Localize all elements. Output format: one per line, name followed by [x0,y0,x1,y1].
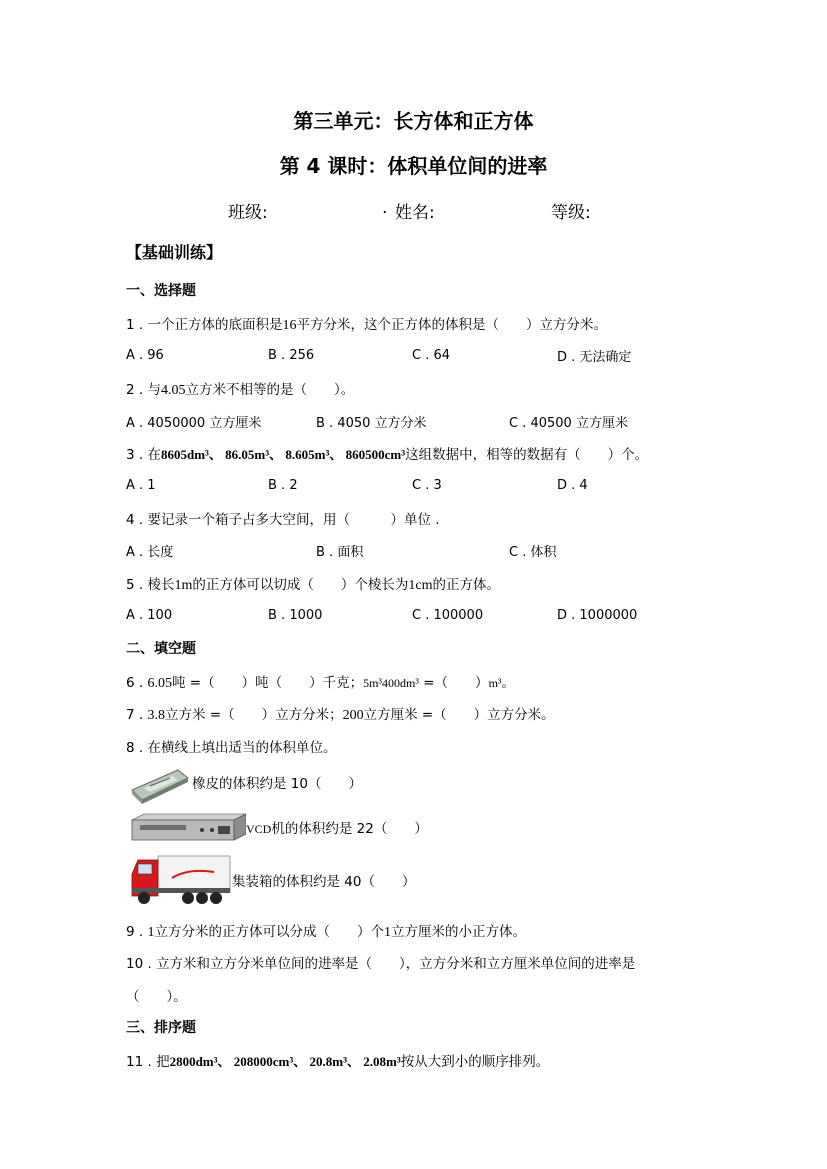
question-4 [126,508,440,528]
question-5 [126,573,500,594]
q3-option-d: D . 4 [557,478,588,493]
q3-option-c: C . 3 [412,478,442,493]
q4-option-c: C . 体积 [509,545,557,560]
question-text: =（ ） [418,675,489,691]
question-text: 的正方体。 [432,577,500,593]
question-11 [126,1050,549,1070]
question-text: 把 [156,1054,170,1070]
q8-item-vcd [246,817,428,837]
separator-dot: . [382,198,388,218]
section-ordering: 三、排序题 [126,1020,196,1036]
question-7 [126,703,555,724]
question-text: 这组数据中，相等的数据有（ ）个。 [405,447,649,463]
q5-option-c: C . 100000 [412,608,484,623]
q2-option-c: C . 40500 立方厘米 [509,416,628,431]
q8-item-container: 集装箱的体积约是 40（ ） [232,874,416,890]
question-number-value: 1 [383,925,391,940]
basic-training-heading: 【基础训练】 [126,243,223,262]
section-fill-blank: 二、填空题 [126,641,196,657]
question-number-value: 3.8 [147,708,165,723]
unit-title: 第三单元：长方体和正方体 [293,109,534,133]
question-number-value: 1cm [408,578,433,593]
question-text: 与 [147,382,161,398]
question-number: 4 . [126,512,144,528]
vcd-player-image [130,812,246,842]
question-number: 8 . [126,740,144,756]
question-number-value: 16 [282,318,297,333]
question-text: 立方厘米 =（ ）立方分米。 [363,707,555,723]
question-10-continued: （ ）。 [126,989,187,1005]
question-number: 2 . [126,382,144,398]
question-text: 按从大到小的顺序排列。 [400,1054,550,1070]
question-number: 3 . [126,447,144,463]
class-label: 班级: [228,203,268,223]
question-text: 。 [501,675,515,691]
question-number-value: 4.05 [160,383,186,398]
question-text: 吨 =（ ）吨（ ）千克； [171,675,364,691]
question-terms: 2800dm³、 208000cm³、 20.8m³、 2.08m³ [169,1054,401,1069]
q4-option-b: B . 面积 [316,545,364,560]
question-number-value: 6.05 [147,676,172,691]
q5-option-d: D . 1000000 [557,608,638,623]
q3-option-b: B . 2 [268,478,298,493]
truck-image [128,852,232,910]
question-text: 在横线上填出适当的体积单位。 [147,740,337,756]
question-8 [126,736,336,756]
question-10 [126,952,635,972]
lesson-title: 第 4 课时：体积单位间的进率 [279,154,548,178]
question-text: 立方米和立方分米单位间的进率是（ ），立方分米和立方厘米单位间的进率是 [156,956,636,972]
question-number-value: 1m [174,578,193,593]
question-text: 立方分米的正方体可以分成（ ）个 [154,924,384,940]
question-number-value: 5m³400dm³ [363,676,419,690]
question-text: 的正方体可以切成（ ）个棱长为 [192,577,409,593]
question-number: 9 . [126,924,144,940]
question-number-value: 1 [147,925,155,940]
name-label: 姓名: [395,203,435,223]
question-number: 5 . [126,577,144,593]
q1-option-c: C . 64 [412,348,451,363]
question-number: 11 . [126,1054,152,1070]
question-text: 立方米不相等的是（ ）。 [185,382,355,398]
question-6 [126,671,515,692]
question-text: 要记录一个箱子占多大空间，用（ ）单位 . [147,512,440,528]
question-3 [126,443,648,463]
q2-option-a: A . 4050000 立方厘米 [126,416,262,431]
grade-label: 等级: [551,203,591,223]
q5-option-a: A . 100 [126,608,173,623]
question-number: 1 . [126,317,144,333]
section-choice: 一、选择题 [126,283,196,299]
q1-option-a: A . 96 [126,348,164,363]
eraser-image [128,764,190,804]
question-number: 7 . [126,707,144,723]
vcd-text: 机的体积约是 22（ ） [271,821,428,837]
question-text: 棱长 [147,577,175,593]
question-text: 一个正方体的底面积是 [147,317,283,333]
question-number-value: 200 [342,708,364,723]
question-1 [126,313,607,334]
q4-option-a: A . 长度 [126,545,174,560]
question-text: 立方米 =（ ）立方分米； [164,707,343,723]
question-text: 立方厘米的小正方体。 [390,924,526,940]
question-number: 10 . [126,956,152,972]
question-text: 平方分米，这个正方体的体积是（ ）立方分米。 [296,317,607,333]
q8-item-eraser: 橡皮的体积约是 10（ ） [192,776,362,792]
q1-option-b: B . 256 [268,348,315,363]
question-number: 6 . [126,675,144,691]
question-terms: 8605dm³、 86.05m³、 8.605m³、 860500cm³ [160,447,406,462]
question-2 [126,378,354,399]
question-text: 在 [147,447,161,463]
q2-option-b: B . 4050 立方分米 [316,416,427,431]
q3-option-a: A . 1 [126,478,156,493]
question-9 [126,920,526,941]
q5-option-b: B . 1000 [268,608,323,623]
question-unit: m³ [488,676,502,690]
vcd-label: VCD [246,822,272,836]
q1-option-d: D . 无法确定 [557,350,632,365]
